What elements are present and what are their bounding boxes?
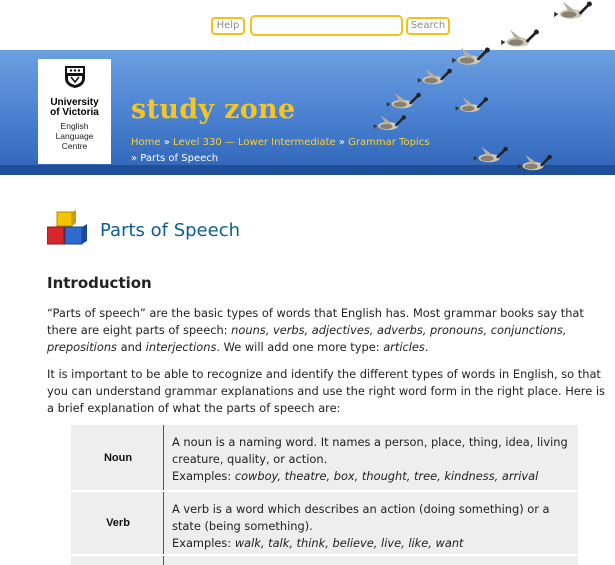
table-row <box>71 492 578 556</box>
definition-cell <box>172 425 578 493</box>
definition-text: A verb is a word which describes an action (doing something) or a state (being something). <box>172 502 550 533</box>
p1-extra-type: articles <box>383 340 425 354</box>
parts-of-speech-table <box>71 425 578 565</box>
toy-blocks-icon <box>47 210 89 246</box>
site-title[interactable]: study zone <box>131 94 296 125</box>
page-title: Parts of Speech <box>100 220 241 241</box>
intro-paragraph-2: It is important to be able to recognize and identify the different types of words in English, so that you can understand grammar explanations and use the right word form in the right place. Here is a brief explanation of what the parts of speech are: <box>47 367 605 415</box>
breadcrumb-home[interactable]: Home <box>131 137 161 148</box>
logo-line1: University <box>50 97 99 108</box>
examples-line <box>172 535 570 552</box>
table-row <box>71 556 578 565</box>
column-divider <box>163 425 164 490</box>
breadcrumb-separator: » <box>335 137 349 148</box>
examples-text: cowboy, theatre, box, thought, tree, kindness, arrival <box>234 469 539 483</box>
examples-line <box>172 468 570 485</box>
search-button[interactable]: Search <box>406 17 450 35</box>
term-cell: Noun <box>103 451 133 464</box>
examples-label: Examples: <box>172 469 235 483</box>
p1-list-items: nouns, verbs, adjectives, adverbs, pronouns, conjunctions, prepositions <box>47 323 567 354</box>
p1-text-a: “Parts of speech” are the basic types of words that English has. Most grammar books say that there are eight parts of speech: <box>47 306 584 337</box>
section-heading-introduction: Introduction <box>47 274 152 292</box>
definition-text: A noun is a naming word. It names a person, place, thing, idea, living creature, quality, or action. <box>172 435 568 466</box>
p1-list-last: interjections <box>145 340 217 354</box>
intro-paragraph-1 <box>47 305 607 356</box>
examples-label: Examples: <box>172 536 235 550</box>
breadcrumb-current: » Parts of Speech <box>131 153 219 164</box>
help-button[interactable]: Help <box>211 17 245 35</box>
definition-cell <box>172 492 578 560</box>
examples-text: walk, talk, think, believe, live, like, want <box>234 536 464 550</box>
flying-geese-illustration <box>0 0 615 175</box>
logo-sub2: Language <box>55 131 94 141</box>
term-cell: Verb <box>106 517 130 529</box>
column-divider <box>163 492 164 554</box>
p1-and: and <box>116 340 146 354</box>
logo-sub3: Centre <box>61 141 88 151</box>
table-row <box>71 425 578 492</box>
logo-line2: of Victoria <box>50 107 99 118</box>
column-divider <box>163 556 164 565</box>
p1-end: . <box>424 340 429 354</box>
breadcrumb-topics[interactable]: Grammar Topics <box>348 137 430 148</box>
logo-sub1: English <box>60 121 89 131</box>
p1-text-b: . We will add one more type: <box>216 340 384 354</box>
breadcrumb-level[interactable]: Level 330 — Lower Intermediate <box>173 137 336 148</box>
breadcrumb-separator: » <box>160 137 174 148</box>
